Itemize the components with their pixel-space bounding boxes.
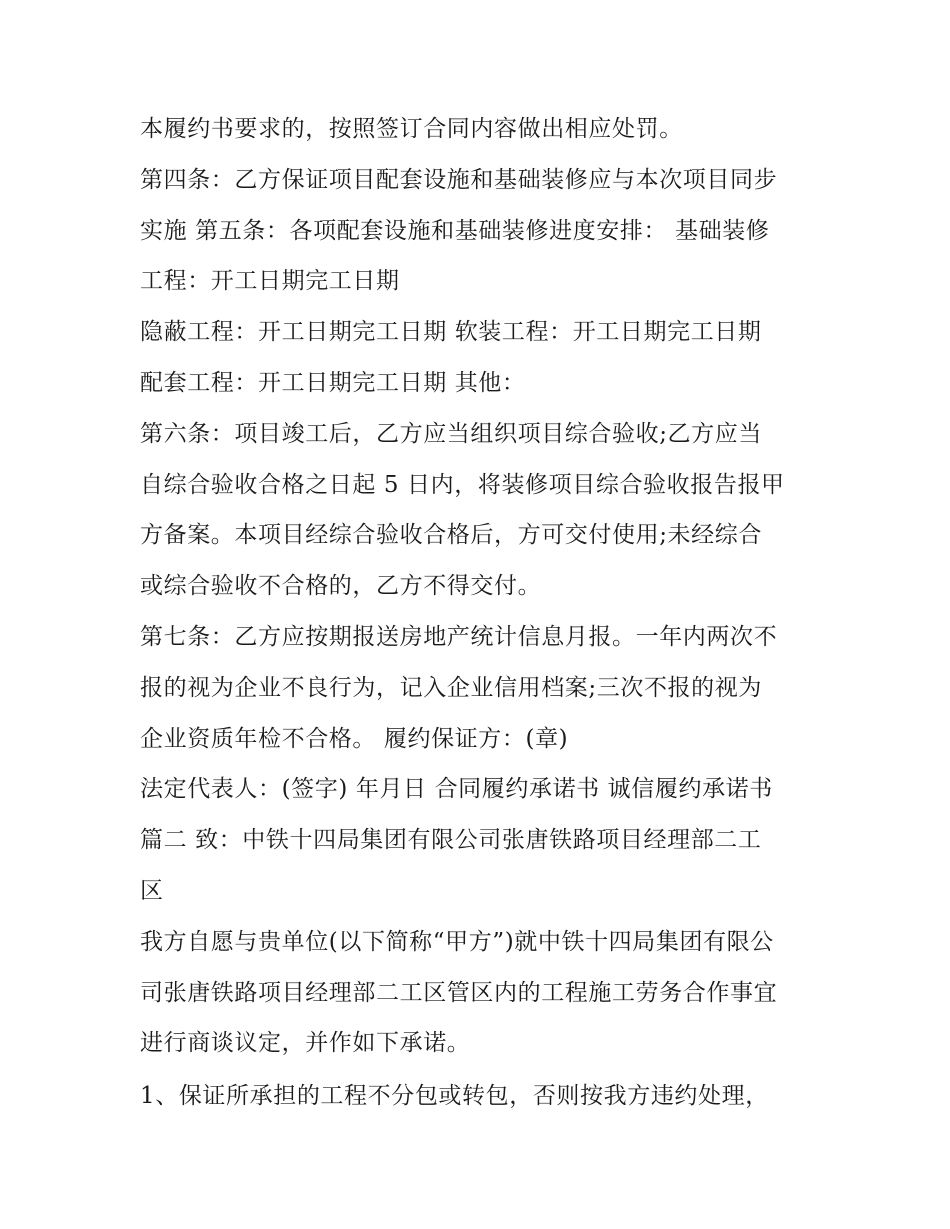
text-line-10: 或综合验收不合格的，乙方不得交付。 [140, 573, 542, 599]
text-line-2: 第四条：乙方保证项目配套设施和基础装修应与本次项目同步 [140, 167, 778, 193]
text-line-7: 第六条：项目竣工后，乙方应当组织项目综合验收;乙方应当 [140, 421, 762, 447]
text-line-6: 配套工程：开工日期完工日期 其他： [140, 370, 526, 396]
text-line-17: 我方自愿与贵单位(以下简称“甲方”)就中铁十四局集团有限公 [140, 929, 774, 955]
text-line-9: 方备案。本项目经综合验收合格后，方可交付使用;未经综合 [140, 522, 762, 548]
text-line-20: 1、保证所承担的工程不分包或转包，否则按我方违约处理， [140, 1083, 769, 1109]
text-line-11: 第七条：乙方应按期报送房地产统计信息月报。一年内两次不 [140, 624, 778, 650]
text-line-14: 法定代表人：(签字) 年月日 合同履约承诺书 诚信履约承诺书 [140, 776, 773, 802]
text-line-5: 隐蔽工程：开工日期完工日期 软装工程：开工日期完工日期 [140, 319, 762, 345]
text-line-12: 报的视为企业不良行为，记入企业信用档案;三次不报的视为 [140, 675, 762, 701]
text-line-13: 企业资质年检不合格。 履约保证方：(章) [140, 726, 569, 752]
text-line-4: 工程：开工日期完工日期 [140, 268, 400, 294]
text-line-19: 进行商谈议定，并作如下承诺。 [140, 1030, 471, 1056]
text-line-3: 实施 第五条：各项配套设施和基础装修进度安排： 基础装修 [140, 218, 770, 244]
text-line-18: 司张唐铁路项目经理部二工区管区内的工程施工劳务合作事宜 [140, 980, 778, 1006]
text-line-8: 自综合验收合格之日起 5 日内，将装修项目综合验收报告报甲 [140, 472, 785, 498]
text-line-16: 区 [140, 878, 164, 904]
text-line-15: 篇二 致：中铁十四局集团有限公司张唐铁路项目经理部二工 [140, 827, 762, 853]
text-line-1: 本履约书要求的，按照签订合同内容做出相应处罚。 [140, 116, 683, 142]
